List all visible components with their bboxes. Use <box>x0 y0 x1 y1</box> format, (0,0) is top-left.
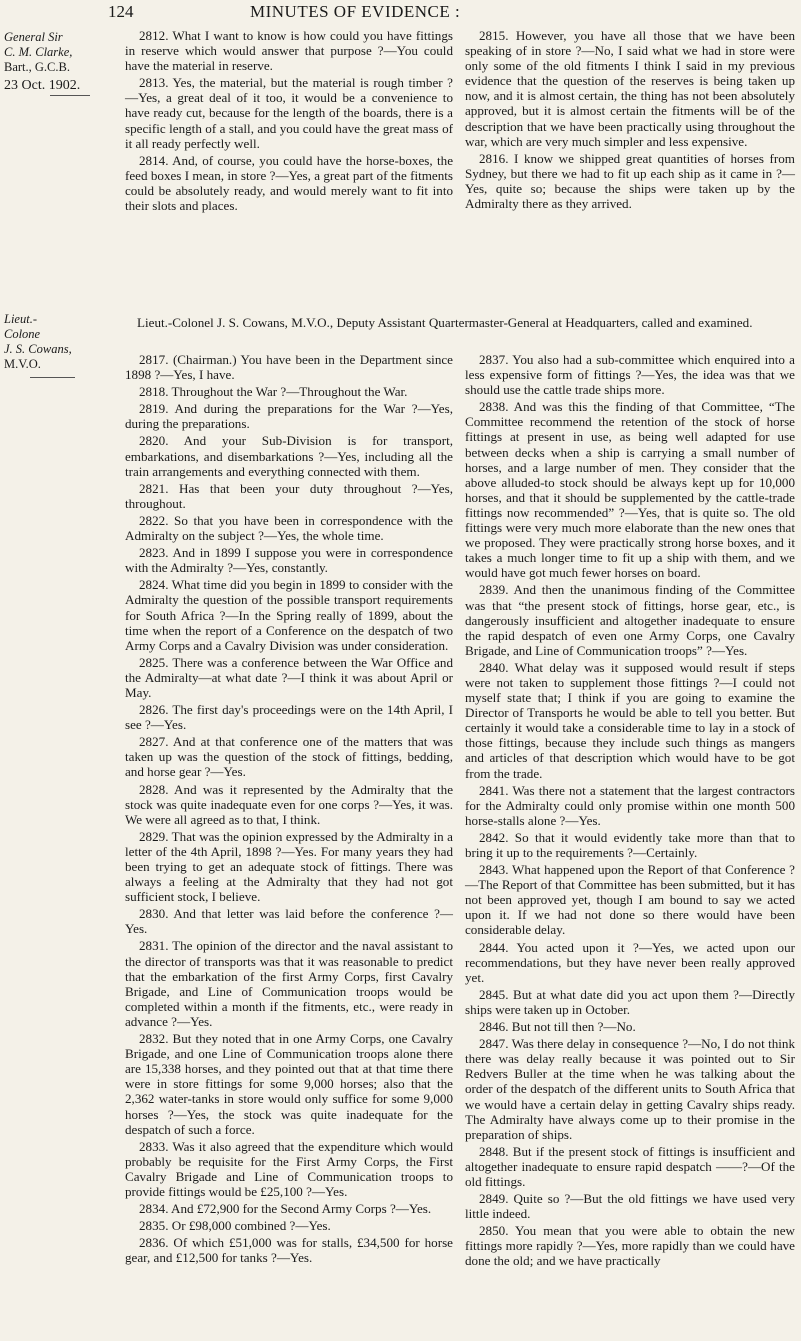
paragraph: 2828. And was it represented by the Admiralty that the stock was quite inadequate even for one corps ?—Yes, it was. We were all agreed as to that, I think. <box>125 781 453 827</box>
margin-note-witness-2 <box>4 312 104 372</box>
margin-note-witness-1 <box>4 30 104 93</box>
paragraph: 2814. And, of course, you could have the horse-boxes, the feed boxes I mean, in store ?—Yes, a great part of the fitments could be absolutely ready, and would merely want to fit into their slots and places. <box>125 152 453 214</box>
paragraph: 2824. What time did you begin in 1899 to consider with the Admiralty the question of the possible transport requirements for South Africa ?—In the Spring really of 1899, about the time when the report of a Conference on the despatch of two Army Corps and a Cavalry Division was under consideration. <box>125 577 453 653</box>
paragraph: 2839. And then the unanimous finding of the Committee was that “the present stock of fittings, horse gear, etc., is dangerously insufficient and altogether inadequate to ensure the rapid despatch of even one Army Corps, one Cavalry Brigade, and Line of Communication troops” ?—Yes. <box>465 582 795 658</box>
margin-line: M.V.O. <box>4 357 41 371</box>
witness-heading: Lieut.-Colonel J. S. Cowans, M.V.O., Deputy Assistant Quartermaster-General at Headquarters, called and examined. <box>137 315 753 330</box>
paragraph: 2813. Yes, the material, but the material is rough timber ?—Yes, a great deal of it too, it would be a convenience to have ready cut, because for the length of the boards, there is a specific length of a stall, and you could have the great mass of it all ready perfectly well. <box>125 75 453 151</box>
paragraph: 2848. But if the present stock of fittings is insufficient and altogether inadequate to ensure rapid despatch ——?—Of the old fittings. <box>465 1143 795 1189</box>
paragraph: 2836. Of which £51,000 was for stalls, £34,500 for horse gear, and £12,500 for tanks ?—Yes. <box>125 1235 453 1266</box>
paragraph: 2812. What I want to know is how could you have fittings in reserve which would answer that purpose ?—You could have the material in reserve. <box>125 28 453 74</box>
paragraph: 2850. You mean that you were able to obtain the new fittings more rapidly ?—Yes, more rapidly than we could have done the old; and we have practically <box>465 1223 795 1269</box>
paragraph: 2831. The opinion of the director and the naval assistant to the director of transports was that it was reasonable to predict that the embarkation of the first Army Corps, first Cavalry Brigade, and Line of Communication troops would be completed within a month if the fitments, etc., were ready in advance ?—Yes. <box>125 938 453 1029</box>
column-bottom-left <box>125 352 453 1265</box>
page-header <box>0 2 801 28</box>
paragraph: 2835. Or £98,000 combined ?—Yes. <box>139 1218 331 1234</box>
margin-line: General Sir <box>4 30 63 44</box>
paragraph: 2816. I know we shipped great quantities of horses from Sydney, but there we had to fit up each ship as it came in ?—Yes, quite so; because the ships were taken up by the Admiralty there as they arrived. <box>465 150 795 212</box>
paragraph: 2823. And in 1899 I suppose you were in correspondence with the Admiralty ?—Yes, constantly. <box>125 545 453 576</box>
column-top-right <box>465 28 795 211</box>
margin-line: J. S. Cowans, <box>4 342 72 356</box>
margin-line: Bart., G.C.B. <box>4 60 70 74</box>
margin-line: Colone <box>4 327 41 341</box>
paragraph: 2832. But they noted that in one Army Corps, one Cavalry Brigade, and one Line of Communication troops alone there are 15,338 horses, and they pointed out that at that time there were in store fittings for some 9,000 horses; also that the 2,362 water-tanks in store would only suffice for some 9,000 horses ?—Yes, the stock was quite inadequate for the despatch of such a force. <box>125 1031 453 1137</box>
paragraph: 2815. However, you have all those that we have been speaking of in store ?—No, I said what we had in store were only some of the old fitments I think I said in my previous evidence that the question of the reserves is being taken up now, and it is almost certain, the thing has not been absolutely approved, but it is almost certain the fitments will be of the description that we have been practically using throughout the war, which are very much simpler and less expensive. <box>465 28 795 149</box>
paragraph: 2846. But not till then ?—No. <box>479 1019 636 1035</box>
column-top-left <box>125 28 453 213</box>
paragraph: 2817. (Chairman.) You have been in the Department since 1898 ?—Yes, I have. <box>125 352 453 383</box>
running-title: MINUTES OF EVIDENCE : <box>250 2 461 21</box>
paragraph: 2820. And your Sub-Division is for transport, embarkations, and disembarkations ?—Yes, including all the train arrangements and everything connected with them. <box>125 433 453 479</box>
paragraph: 2844. You acted upon it ?—Yes, we acted upon our recommendations, but they have never been really approved yet. <box>465 939 795 985</box>
paragraph: 2819. And during the preparations for the War ?—Yes, during the preparations. <box>125 401 453 432</box>
paragraph: 2833. Was it also agreed that the expenditure which would probably be requisite for the First Army Corps, the First Cavalry Brigade and Line of Communication troops to provide fittings would be £25,100 ?—Yes. <box>125 1138 453 1199</box>
paragraph: 2827. And at that conference one of the matters that was taken up was the question of the stock of fittings, bedding, and horse gear ?—Yes. <box>125 734 453 780</box>
margin-line: Lieut.- <box>4 312 37 326</box>
paragraph: 2842. So that it would evidently take more than that to bring it up to the requirements ?—Certainly. <box>465 829 795 860</box>
paragraph: 2818. Throughout the War ?—Throughout the War. <box>139 384 408 400</box>
paragraph: 2822. So that you have been in correspondence with the Admiralty on the subject ?—Yes, the whole time. <box>125 512 453 544</box>
paragraph: 2834. And £72,900 for the Second Army Corps ?—Yes. <box>139 1201 432 1217</box>
margin-line: C. M. Clarke, <box>4 45 73 59</box>
paragraph: 2843. What happened upon the Report of that Conference ?—The Report of that Committee has been submitted, but it has not been approved yet, though I am bound to say we acted upon it. If we had not done so there would have been considerable delay. <box>465 862 795 938</box>
paragraph: 2847. Was there delay in consequence ?—No, I do not think there was delay really because it was pointed out to Sir Redvers Buller at the time when he was talking about the order of the despatch of the different units to South Africa that we would have a certain delay in getting Cavalry ships ready. The Admiralty have always come up to their promise in the preparation of ships. <box>465 1036 795 1142</box>
paragraph: 2838. And was this the finding of that Committee, “The Committee recommend the retention of the stock of horse fittings at present in use, as being well adapted for use between decks when a ship is carrying a small number of horses, and a large number of men. They consider that the above alluded-to stock should be always kept up for 10,000 horses, and that it should be supplemented by the cattle-trade fittings now recommended” ?—Yes, that is quite so. The old fittings were very much more elaborate than the new ones that we proposed. They were practically strong horse boxes, and it takes a much longer time to fit up a ship with them, and we would have got much fewer horses on board. <box>465 399 795 581</box>
paragraph: 2837. You also had a sub-committee which enquired into a less expensive form of fittings ?—Yes, the idea was that we should use the cattle trade ships more. <box>465 352 795 398</box>
column-bottom-right <box>465 352 795 1271</box>
margin-rule <box>30 377 75 378</box>
paragraph: 2841. Was there not a statement that the largest contractors for the Admiralty could only promise within one month 500 horse-stalls alone ?—Yes. <box>465 782 795 828</box>
paragraph: 2826. The first day's proceedings were on the 14th April, I see ?—Yes. <box>125 702 453 733</box>
paragraph: 2830. And that letter was laid before the conference ?—Yes. <box>125 906 453 937</box>
paragraph: 2821. Has that been your duty throughout ?—Yes, throughout. <box>125 480 453 511</box>
page-number: 124 <box>108 2 134 21</box>
paragraph: 2840. What delay was it supposed would result if steps were not taken to supplement those fittings ?—I could not myself state that; I think if you are going to examine the Director of Transports he would be able to tell you better. But certainly it would take a considerable time to lay in a stock of those fittings, because they include such things as mangers and articles of that description which would have to be got from the trade. <box>465 659 795 781</box>
margin-date: 23 Oct. 1902. <box>4 78 81 93</box>
paragraph: 2845. But at what date did you act upon them ?—Directly ships were taken up in October. <box>465 986 795 1017</box>
paragraph: 2825. There was a conference between the War Office and the Admiralty—at what date ?—I think it was about April or May. <box>125 654 453 700</box>
margin-rule <box>50 95 90 96</box>
paragraph: 2849. Quite so ?—But the old fittings we have used very little indeed. <box>465 1191 795 1222</box>
paragraph: 2829. That was the opinion expressed by the Admiralty in a letter of the 4th April, 1898 ?—Yes. For many years they had been trying to get an adequate stock of fittings. There was always a feeling at the Admiralty that they had not got sufficient stock, I believe. <box>125 828 453 905</box>
